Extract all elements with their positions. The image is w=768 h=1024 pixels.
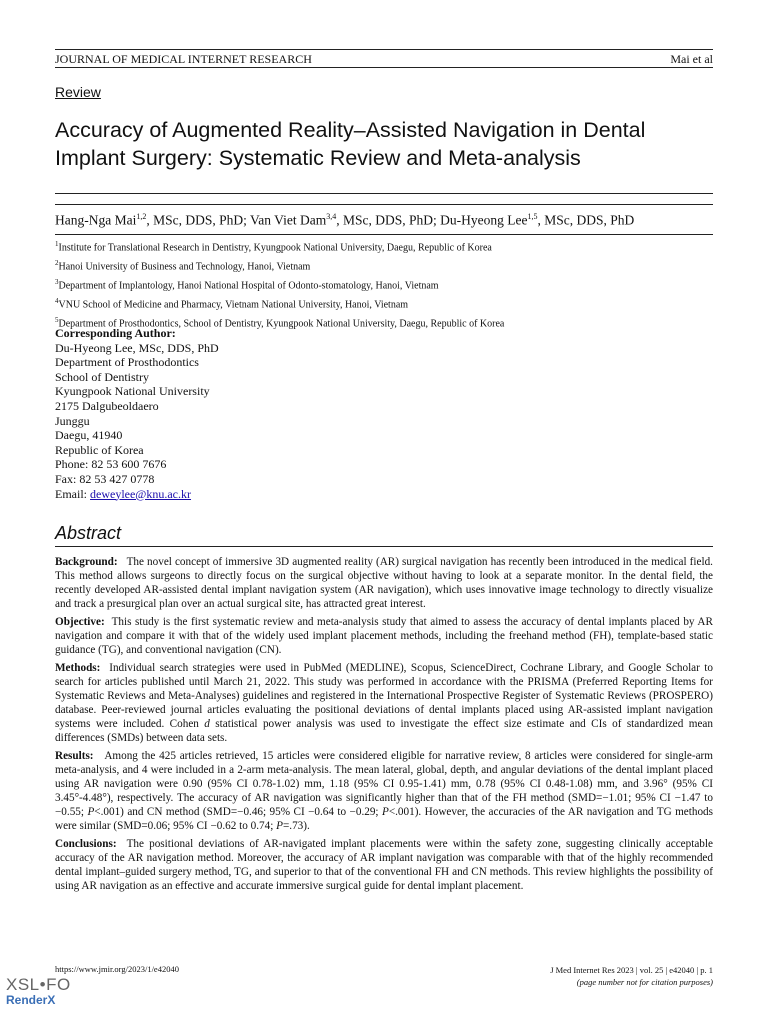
corresponding-line: Republic of Korea xyxy=(55,442,144,457)
methods-text-cont: statistical power analysis was used to investigate the effect size estimate and CIs of standardized mean differences (SMDs) between data sets. xyxy=(55,718,713,745)
renderx-badge xyxy=(6,976,71,1006)
title-rule-1 xyxy=(55,193,713,194)
author-rule xyxy=(55,234,713,235)
affiliation-num: 5 xyxy=(55,315,59,324)
author-credentials: , MSc, DDS, PhD; xyxy=(146,212,251,228)
email-label: Email: xyxy=(55,486,90,501)
corresponding-line: Junggu xyxy=(55,413,90,428)
affiliation-item xyxy=(55,294,713,313)
title-rule-2 xyxy=(55,204,713,205)
section-label[interactable]: Review xyxy=(55,84,101,100)
background-text: The novel concept of immersive 3D augmented reality (AR) surgical navigation has recently been introduced in the medical field. This method allows surgeons to directly focus on the surgical objective without having to look at a separate monitor. In the dental field, the recently developed AR-assisted dental implant navigation system (AR navigation), which uses innovative image technology to directly visualize and track a presurgical plan over an actual surgical site, has attracted great interest. xyxy=(55,556,713,611)
results-italic-p: P xyxy=(87,806,95,819)
author-affil-sup: 3,4 xyxy=(326,212,337,221)
journal-name: JOURNAL OF MEDICAL INTERNET RESEARCH xyxy=(55,52,312,66)
corresponding-line: Daegu, 41940 xyxy=(55,428,123,443)
results-text-cont: <.001) and CN method (SMD=−0.46; 95% CI −0.64 to −0.29; xyxy=(94,806,382,819)
corresponding-author xyxy=(55,326,219,501)
objective-label: Objective: xyxy=(55,615,105,628)
corresponding-line: 2175 Dalgubeoldaero xyxy=(55,398,159,413)
author-affil-sup: 1,2 xyxy=(136,212,147,221)
abstract-heading: Abstract xyxy=(55,523,122,543)
affiliation-text: Hanoi University of Business and Technology, Hanoi, Vietnam xyxy=(58,261,311,273)
background-label: Background: xyxy=(55,556,118,568)
abstract-conclusions xyxy=(55,837,713,893)
footer-url[interactable]: https://www.jmir.org/2023/1/e42040 xyxy=(55,964,179,974)
affiliation-num: 4 xyxy=(55,296,59,305)
results-text: Among the 425 articles retrieved, 15 articles were considered eligible for narrative review, 8 articles were considered for single-arm meta-analysis, and 4 were included in a 2-arm meta-analysis. The mean lateral, global, depth, and angular deviations of the dental implant placed using AR navigation were 0.90 (95% CI 0.78-1.02) mm, 1.18 (95% CI 0.95-1.41) mm, 0.78 (95% CI 0.48-1.08) mm, and 3.96° (95% CI 3.45°-4.48°), respectively. The accuracy of AR navigation was significantly higher than that of the FH method (SMD=−1.01; 95% CI −1.47 to −0.55; xyxy=(55,749,713,819)
objective-text: This study is the first systematic review and meta-analysis study that aimed to assess the accuracy of dental implants placed by AR navigation and compare it with that of the widely used implant placement methods, including the freehand method (FH), template-based static guidance (TG), and conventional navigation (CN). xyxy=(55,615,713,657)
abstract-results xyxy=(55,749,713,834)
footer-citation: J Med Internet Res 2023 | vol. 25 | e42040 | p. 1 xyxy=(550,965,713,975)
badge-renderx-text: RenderX xyxy=(6,993,56,1007)
affiliation-text: Department of Prosthodontics, School of Dentistry, Kyungpook National University, Daegu, Republic of Korea xyxy=(58,318,505,330)
footer-citation-block xyxy=(550,964,713,988)
affiliation-item xyxy=(55,237,713,256)
corresponding-line: Department of Prosthodontics xyxy=(55,355,199,370)
affiliation-list xyxy=(55,237,713,332)
author-credentials: , MSc, DDS, PhD xyxy=(537,212,635,228)
corresponding-line: Phone: 82 53 600 7676 xyxy=(55,457,167,472)
affiliation-text: VNU School of Medicine and Pharmacy, Vietnam National University, Hanoi, Vietnam xyxy=(58,299,409,311)
results-label: Results: xyxy=(55,749,94,762)
top-rule xyxy=(55,49,713,50)
affiliation-num: 2 xyxy=(55,258,59,267)
affiliation-text: Institute for Translational Research in Dentistry, Kyungpook National University, Daegu, Republic of Korea xyxy=(58,242,492,254)
footer-note: (page number not for citation purposes) xyxy=(576,977,713,987)
methods-text: Individual search strategies were used in PubMed (MEDLINE), Scopus, ScienceDirect, Cochrane Library, and Google Scholar to search for articles published until March 21, 2022. This study was performed in accordance with the PRISMA (Preferred Reporting Items for Systematic Reviews and Meta-Analyses) guidelines and registered in the International Prospective Register of Systematic Reviews (PROSPERO) database. Peer-reviewed journal articles evaluating the positional deviations of dental implants placed using AR-assisted implant navigation systems were included. Cohen xyxy=(55,661,714,731)
results-text-cont: =.73). xyxy=(282,820,310,833)
corresponding-line: Kyungpook National University xyxy=(55,384,210,399)
abstract-body xyxy=(55,555,713,897)
affiliation-item xyxy=(55,256,713,275)
author-name: Hang-Nga Mai xyxy=(55,212,137,228)
methods-italic-d: d xyxy=(204,718,210,731)
header-rule xyxy=(55,67,713,68)
affiliation-num: 1 xyxy=(55,240,59,248)
page-header xyxy=(55,52,713,67)
corresponding-line: Fax: 82 53 427 0778 xyxy=(55,471,155,486)
conclusions-label: Conclusions: xyxy=(55,837,117,850)
abstract-background xyxy=(55,555,713,611)
conclusions-text: The positional deviations of AR-navigated implant placements were within the safety zone, suggesting clinically acceptable accuracy of the AR navigation method. Moreover, the accuracy of AR implant navigation was comparable with that of the highly recommended dental implant–guided surgery method, TG, and superior to that of the conventional FH and CN methods. This review highlights the possibility of using AR navigation as an effective and accurate immersive surgical guide for dental implant placement. xyxy=(55,837,713,893)
author-name: Du-Hyeong Lee xyxy=(440,212,528,228)
author-affil-sup: 1,5 xyxy=(527,212,538,221)
affiliation-item xyxy=(55,275,713,294)
badge-xslfo-text: XSL•FO xyxy=(6,975,71,994)
author-name: Van Viet Dam xyxy=(250,212,327,228)
corresponding-line: Du-Hyeong Lee, MSc, DDS, PhD xyxy=(55,340,219,355)
email-line xyxy=(55,487,219,502)
results-italic-p: P xyxy=(381,806,389,819)
corresponding-line: School of Dentistry xyxy=(55,369,149,384)
email-link[interactable]: deweylee@knu.ac.kr xyxy=(90,486,192,501)
running-author: Mai et al xyxy=(670,52,713,66)
author-list xyxy=(55,212,634,229)
affiliation-text: Department of Implantology, Hanoi National Hospital of Odonto-stomatology, Hanoi, Vietnam xyxy=(58,280,439,292)
corresponding-label: Corresponding Author: xyxy=(55,326,176,340)
abstract-rule xyxy=(55,546,713,547)
author-credentials: , MSc, DDS, PhD; xyxy=(336,212,441,228)
article-title: Accuracy of Augmented Reality–Assisted Navigation in Dental Implant Surgery: Systematic Review and Meta-analysis xyxy=(55,118,646,170)
affiliation-num: 3 xyxy=(55,277,59,286)
abstract-objective xyxy=(55,615,713,657)
abstract-methods xyxy=(55,661,713,746)
results-italic-p: P xyxy=(276,820,283,833)
results-text-cont: <.001). However, the accuracies of the AR navigation and TG methods were similar (SMD=0.06; 95% CI −0.62 to 0.74; xyxy=(55,806,713,833)
methods-label: Methods: xyxy=(55,661,101,674)
